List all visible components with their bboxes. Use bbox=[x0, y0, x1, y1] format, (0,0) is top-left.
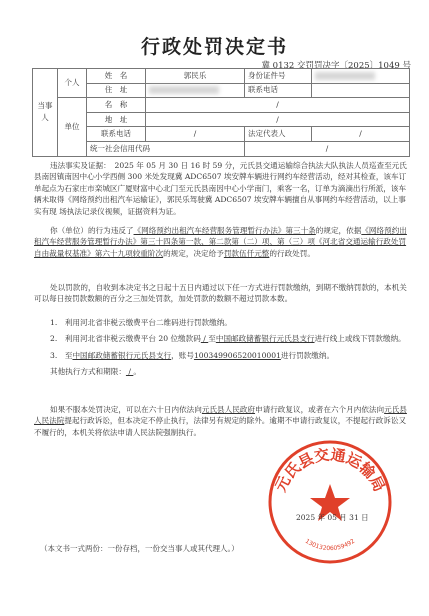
payment-methods bbox=[34, 317, 412, 378]
payment-section bbox=[34, 282, 412, 305]
unit-label: 单位 bbox=[58, 98, 87, 156]
name-label: 姓 名 bbox=[87, 69, 146, 84]
individual-label: 个人 bbox=[58, 69, 87, 98]
method-1: 1. 利用河北省非税云缴费平台二维码进行罚款缴纳。 bbox=[50, 318, 232, 327]
unit-name-value: / bbox=[146, 98, 410, 113]
unit-name-label: 名 称 bbox=[87, 98, 146, 113]
credit-code-value: / bbox=[245, 141, 410, 156]
method-3: 3. 至中国邮政储蓄银行元氏县支行，账号100349906520010001进行罚款缴纳。 bbox=[50, 350, 335, 360]
legal-rep-value: / bbox=[312, 127, 410, 142]
decision-section bbox=[34, 225, 412, 259]
legal-rep-label: 法定代表人 bbox=[245, 127, 312, 142]
method-other: 其他执行方式和期限： / 。 bbox=[50, 367, 141, 377]
party-info-table bbox=[32, 68, 410, 157]
unit-address-label: 地 址 bbox=[87, 112, 146, 127]
appeal-paragraph: 如果不服本处罚决定，可以在六十日内依法向元氏县人民政府申请行政复议，或者在六个月内依法向元氏县人民法院提起行政诉讼，但本决定不停止执行，法律另有规定的除外。逾期不申请行政复议，不提起行政诉讼又不履行的，本机关将依法申请人民法院强制执行。 bbox=[34, 405, 407, 437]
address-value-redacted bbox=[146, 83, 245, 98]
phone-value bbox=[312, 83, 410, 98]
violated-law: 《网络预约出租汽车经营服务管理暂行办法》第三十条 bbox=[133, 226, 316, 235]
seal-code: 13013206059492 bbox=[303, 537, 357, 553]
phone-label: 联系电话 bbox=[245, 83, 312, 98]
unit-phone-label: 联系电话 bbox=[87, 127, 146, 142]
document-title: 行政处罚决定书 bbox=[140, 36, 288, 58]
name-value: 郭民乐 bbox=[146, 69, 245, 84]
seal-text: 元氏县交通运输局 bbox=[271, 445, 389, 495]
footer-note: （本文书一式两份：一份存档，一份交当事人或其代理人。） bbox=[40, 544, 239, 553]
method-2: 2. 利用河北省非税云缴费平台 20 位缴款码 / 至中国邮政储蓄银行元氏县支行进行线上或线下罚款缴纳。 bbox=[50, 334, 406, 344]
decision-paragraph: 你（单位）的行为违反了《网络预约出租汽车经营服务管理暂行办法》第三十条的规定，依据《网络预约出租汽车经营服务管理暂行办法》第三十四条第一款、第二款第（二）项、第（三）项《河北省交通运输行政处罚自由裁量权基准》第六十九项较重阶次的规定，决定给予罚款伍仟元整的行政处罚。 bbox=[34, 226, 407, 258]
unit-address-value: / bbox=[146, 112, 410, 127]
id-value-redacted bbox=[312, 69, 410, 84]
credit-code-label: 统一社会信用代码 bbox=[87, 141, 245, 156]
address-label: 住 址 bbox=[87, 83, 146, 98]
facts-section bbox=[34, 160, 412, 217]
issue-date: 2025 年 05 月 31 日 bbox=[296, 513, 369, 522]
unit-phone-value: / bbox=[146, 127, 245, 142]
party-label: 当事人 bbox=[33, 69, 58, 157]
facts-paragraph: 违法事实及证据： 2025 年 05 月 30 日 16 时 59 分，元氏县交通运输综合执法大队执法人员巡查至元氏县南因镇南因中心小学西侧 300 米处发现冀 ADC6507 埃安牌车辆进行网约车经营活动，经对其检查，该车订单起点为石家庄市栾城区广厦财富中心北门至元氏县南因中心小学南门，乘客一名，订单为滴滴出行所派，该车辆未取得《网络预约出租汽车运输证》，郭民乐驾驶冀 ADC6507 埃安牌车辆擅自从事网约车经营活动，以上事实有现 场执法记录仪视频，证据资料为证。 bbox=[34, 161, 407, 216]
id-label: 身份证件号 bbox=[245, 69, 312, 84]
official-seal bbox=[262, 434, 398, 570]
document-number: 冀 0132 交罚罚决字〔2025〕1049 号 bbox=[261, 61, 411, 71]
payment-paragraph: 处以罚款的，自收到本决定书之日起十五日内通过以下任一方式进行罚款缴纳，到期不缴纳罚款的，本机关可以每日按罚款数额的百分之三加处罚款，加处罚款的数额不超过罚款本数。 bbox=[34, 283, 407, 304]
legal-basis: 《网络预约出租汽车经营服务管理暂行办法》第三十四条第一款、第二款第（二）项、第（三）项《河北省交通运输行政处罚自由裁量权基准》第六十九项较重阶次 bbox=[34, 226, 407, 258]
penalty: 罚款伍仟元整 bbox=[223, 248, 270, 258]
